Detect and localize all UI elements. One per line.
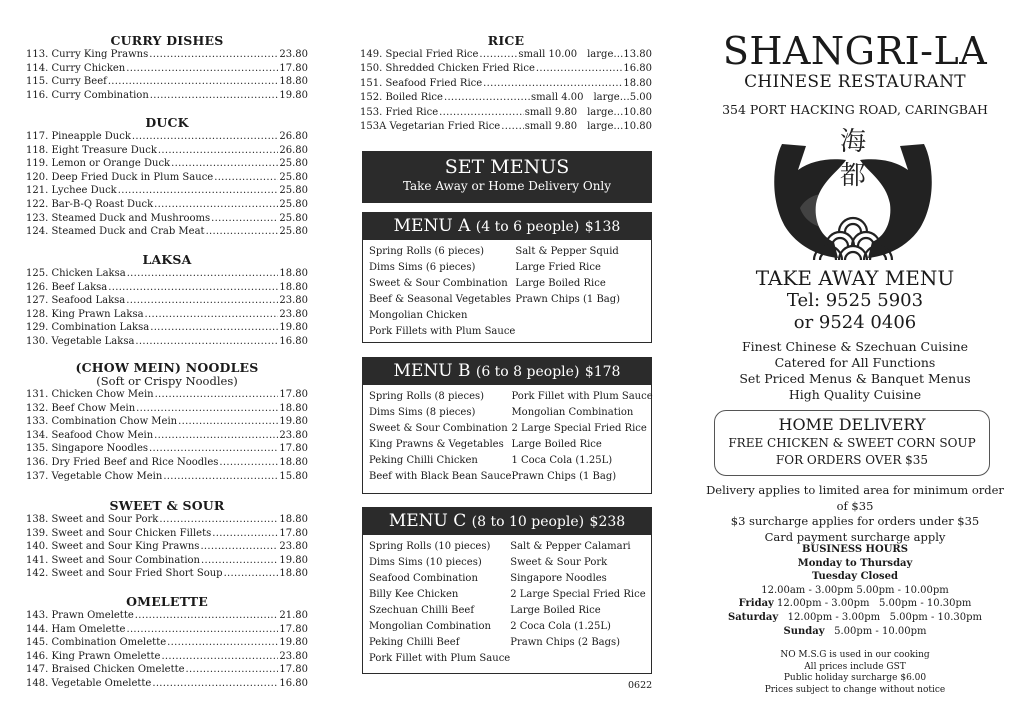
duck-section (26, 115, 308, 239)
item-price-large: 16.80 (623, 63, 652, 75)
item-name: 149. Special Fried Rice (360, 49, 479, 60)
item-price: 18.80 (279, 568, 308, 580)
menu-dish: Dims Sims (10 pieces) (369, 557, 482, 568)
menu-item (360, 120, 652, 134)
footer-note: NO M.S.G is used in our cooking (780, 650, 930, 660)
menu-item (26, 89, 308, 103)
item-price-small: small 4.00 (531, 92, 584, 104)
section-title: CURRY DISHES (110, 33, 224, 48)
menu-items-grid (363, 385, 651, 488)
menu-item (26, 388, 308, 402)
menu-code: 0622 (628, 680, 653, 691)
item-price: 18.80 (279, 76, 308, 88)
item-name: 127. Seafood Laksa (26, 295, 126, 307)
dot-leader (149, 442, 278, 456)
dot-leader (126, 623, 278, 637)
item-name: 128. King Prawn Laksa (26, 308, 144, 320)
dot-leader (444, 91, 530, 105)
menu-item (26, 212, 308, 226)
rice-section (360, 33, 652, 134)
menu-label: MENU C (388, 511, 467, 531)
logo-glyph-top: 海 (839, 127, 867, 157)
item-name: 144. Ham Omelette (26, 623, 126, 635)
menu-item (26, 62, 308, 76)
menu-item (26, 48, 308, 62)
item-price: 19.80 (279, 554, 308, 566)
feature-line: High Quality Cuisine (788, 387, 922, 402)
home-delivery-box (714, 410, 990, 476)
item-price: 17.80 (279, 389, 308, 400)
menu-dish: 1 Coca Cola (1.25L) (511, 455, 613, 466)
footer-note: Public holiday surcharge $6.00 (783, 673, 927, 683)
menu-dish: Mongolian Chicken (369, 310, 468, 321)
dot-leader (163, 470, 278, 484)
phone-primary: Tel: 9525 5903 (786, 290, 924, 311)
menu-price: $238 (589, 514, 626, 530)
menu-dish: Seafood Combination (369, 573, 478, 584)
item-name: 118. Eight Treasure Duck (26, 144, 157, 156)
menu-item (26, 144, 308, 158)
item-price: 25.80 (279, 158, 308, 170)
menu-item (26, 281, 308, 295)
item-price-small: small 9.80 (524, 106, 578, 118)
menu-dish (510, 651, 647, 667)
item-name: 136. Dry Fried Beef and Rice Noodles (26, 456, 219, 468)
dot-leader (135, 335, 278, 349)
dot-leader (152, 677, 278, 691)
dot-leader (206, 225, 279, 239)
menu-item (26, 623, 308, 637)
item-price-large: 18.80 (623, 77, 652, 89)
menu-item (26, 267, 308, 281)
menu-dish: Salt & Pepper Squid (515, 246, 619, 257)
item-price: 17.80 (279, 62, 308, 74)
item-price: 23.80 (279, 295, 308, 307)
hours-saturday (700, 611, 1010, 625)
item-name: 129. Combination Laksa (26, 322, 150, 334)
item-price: 18.80 (279, 402, 308, 414)
item-name: 114. Curry Chicken (26, 62, 126, 74)
item-price: 15.80 (279, 470, 308, 482)
dot-leader (155, 388, 279, 402)
item-name: 145. Combination Omelette (26, 637, 167, 649)
menu-dish: 2 Coca Cola (1.25L) (510, 621, 611, 632)
item-price-small: small 10.00 (518, 49, 578, 60)
delivery-note: Delivery applies to limited area for minimum order of $35 (706, 483, 1004, 513)
item-price: 23.80 (279, 650, 308, 662)
dot-leader (211, 212, 278, 226)
menu-item (360, 106, 652, 120)
menu-people: (6 to 8 people) (475, 364, 580, 380)
section-title: LAKSA (142, 252, 192, 267)
menu-item (26, 456, 308, 470)
item-name: 132. Beef Chow Mein (26, 402, 136, 414)
menu-item (360, 91, 652, 105)
hours-friday (700, 597, 1010, 611)
dot-leader (145, 308, 279, 322)
home-delivery-title: HOME DELIVERY (778, 415, 926, 434)
dot-leader (536, 62, 622, 76)
menu-item (26, 567, 308, 581)
item-price: 19.80 (279, 89, 308, 101)
item-name: 135. Singapore Noodles (26, 443, 149, 455)
item-price: 26.80 (279, 144, 308, 156)
phone-secondary: or 9524 0406 (793, 312, 917, 333)
menu-dish: Billy Kee Chicken (369, 589, 459, 600)
dot-leader (501, 120, 523, 134)
menu-dish: Beef & Seasonal Vegetables (369, 294, 511, 305)
menu-dish: Singapore Noodles (510, 573, 607, 584)
spacer (577, 106, 587, 120)
menu-dish: Large Boiled Rice (511, 439, 602, 450)
dot-leader (212, 527, 278, 541)
item-name: 121. Lychee Duck (26, 185, 117, 197)
dot-leader (186, 663, 279, 677)
day-times: 5.00pm - 10.00pm (824, 625, 927, 637)
day-times: 12.00pm - 3.00pm 5.00pm - 10.30pm (778, 611, 983, 623)
item-price: 19.80 (279, 322, 308, 334)
menu-dish: Spring Rolls (10 pieces) (369, 541, 491, 552)
section-title: (CHOW MEIN) NOODLES (75, 360, 259, 375)
menu-price: $138 (584, 219, 621, 235)
menu-dish: Peking Chilli Beef (369, 637, 460, 648)
dot-leader (126, 62, 278, 76)
dot-leader (167, 636, 278, 650)
menu-dish: Peking Chilli Chicken (369, 455, 478, 466)
menu-item (26, 513, 308, 527)
dot-leader (219, 456, 278, 470)
menu-item (26, 308, 308, 322)
menu-dish: Mongolian Combination (369, 621, 491, 632)
item-price: 26.80 (279, 131, 308, 142)
menu-label: MENU A (393, 216, 471, 236)
set-menus-title: SET MENUS (444, 156, 570, 178)
hours-tuesday: Tuesday Closed (812, 571, 898, 583)
item-price: 19.80 (279, 637, 308, 649)
menu-dish: Mongolian Combination (511, 407, 634, 418)
menu-dish: Beef with Black Bean Sauce (369, 471, 512, 482)
restaurant-address: 354 PORT HACKING ROAD, CARINGBAH (722, 102, 988, 117)
item-price: 17.80 (279, 527, 308, 539)
item-price: 21.80 (279, 610, 308, 621)
item-name: 141. Sweet and Sour Combination (26, 554, 200, 566)
section-title: OMELETTE (126, 594, 208, 609)
item-name: 134. Seafood Chow Mein (26, 429, 154, 441)
dot-leader (154, 198, 278, 212)
item-name: 115. Curry Beef (26, 76, 107, 88)
dot-leader (178, 415, 278, 429)
item-name: 124. Steamed Duck and Crab Meat (26, 226, 205, 238)
item-price: 23.80 (279, 429, 308, 441)
item-price: 18.80 (279, 281, 308, 293)
home-delivery-line: FOR ORDERS OVER $35 (775, 453, 929, 467)
menu-dish: Sweet & Sour Combination (369, 278, 508, 289)
dot-leader (158, 144, 278, 158)
menu-dish: Sweet & Sour Combination (369, 423, 508, 434)
menu-item (26, 429, 308, 443)
dot-leader (224, 567, 279, 581)
menu-dish: Pork Fillet with Plum Sauce (511, 391, 653, 402)
item-price: 17.80 (279, 664, 308, 676)
menu-dish: 2 Large Special Fried Rice (511, 423, 647, 434)
menu-dish: 2 Large Special Fried Rice (510, 589, 646, 600)
item-name: 119. Lemon or Orange Duck (26, 158, 171, 170)
hours-title: BUSINESS HOURS (802, 544, 908, 555)
menu-b-box (362, 357, 652, 494)
menu-item (26, 609, 308, 623)
menu-item (26, 130, 308, 144)
dot-leader (171, 157, 278, 171)
takeaway-title: TAKE AWAY MENU (755, 266, 955, 290)
menu-dish: Large Fried Rice (515, 262, 601, 273)
spacer (583, 91, 593, 105)
item-price-small: small 9.80 (524, 121, 578, 133)
item-name: 152. Boiled Rice (360, 92, 443, 104)
menu-a-box (362, 212, 652, 343)
item-name: 133. Combination Chow Mein (26, 416, 178, 428)
dot-leader (126, 294, 278, 308)
item-price: 25.80 (279, 171, 308, 183)
item-name: 122. Bar-B-Q Roast Duck (26, 198, 154, 210)
set-menus-banner (362, 151, 652, 203)
business-hours (700, 543, 1010, 638)
item-name: 142. Sweet and Sour Fried Short Soup (26, 568, 223, 580)
section-title: RICE (487, 33, 525, 48)
menu-item (360, 77, 652, 91)
hours-mon-thu-times: 12.00am - 3.00pm 5.00pm - 10.00pm (761, 584, 949, 596)
menu-dish: Dims Sims (8 pieces) (369, 407, 476, 418)
dot-leader (132, 130, 278, 144)
dot-leader (150, 321, 278, 335)
item-name: 137. Vegetable Chow Mein (26, 470, 163, 482)
curry-section (26, 33, 308, 102)
restaurant-logo-icon (768, 124, 938, 264)
item-name: 117. Pineapple Duck (26, 131, 131, 142)
restaurant-subtitle: CHINESE RESTAURANT (744, 72, 966, 92)
menu-dish: Spring Rolls (8 pieces) (369, 391, 485, 402)
menu-item (26, 171, 308, 185)
menu-item (26, 157, 308, 171)
menu-item (26, 677, 308, 691)
menu-dish: Spring Rolls (6 pieces) (369, 246, 485, 257)
footer-note: Prices subject to change without notice (764, 684, 946, 695)
dot-leader (154, 429, 278, 443)
section-subtitle: (Soft or Crispy Noodles) (96, 374, 238, 388)
menu-label: MENU B (393, 361, 471, 381)
day-label: Friday (738, 598, 774, 610)
delivery-notes (700, 483, 1010, 545)
feature-line: Finest Chinese & Szechuan Cuisine (741, 339, 969, 354)
item-price-large: large…10.80 (587, 121, 652, 133)
dot-leader (483, 77, 622, 91)
item-price: 25.80 (279, 212, 308, 224)
menu-dish: Prawn Chips (1 Bag) (511, 471, 617, 482)
menu-heading (363, 508, 651, 535)
feature-line: Catered for All Functions (774, 355, 936, 370)
menu-item (26, 554, 308, 568)
item-name: 139. Sweet and Sour Chicken Fillets (26, 527, 212, 539)
menu-item (26, 321, 308, 335)
item-name: 146. King Prawn Omelette (26, 650, 161, 662)
menu-price: $178 (584, 364, 621, 380)
menu-dish: Large Boiled Rice (515, 278, 606, 289)
item-name: 143. Prawn Omelette (26, 610, 134, 621)
menu-dish: Salt & Pepper Calamari (510, 541, 631, 552)
spacer (577, 120, 587, 134)
dot-leader (150, 89, 279, 103)
item-price: 18.80 (279, 456, 308, 468)
dot-leader (149, 48, 278, 62)
item-name: 147. Braised Chicken Omelette (26, 664, 185, 676)
menu-heading (363, 213, 651, 240)
item-price: 23.80 (279, 541, 308, 553)
item-price: 19.80 (279, 416, 308, 428)
item-price-large: large…10.80 (587, 106, 652, 118)
section-title: SWEET & SOUR (109, 498, 225, 513)
item-price: 25.80 (279, 226, 308, 238)
menu-heading (363, 358, 651, 385)
item-name: 153A Vegetarian Fried Rice (360, 121, 501, 133)
item-name: 130. Vegetable Laksa (26, 335, 135, 347)
delivery-note: Card payment surcharge apply (764, 529, 946, 544)
dot-leader (159, 513, 278, 527)
dot-leader (136, 402, 278, 416)
day-label: Saturday (727, 611, 779, 623)
menu-dish: Large Boiled Rice (510, 605, 601, 616)
menu-item (26, 402, 308, 416)
item-name: 116. Curry Combination (26, 89, 149, 101)
menu-item (360, 48, 652, 62)
item-name: 120. Deep Fried Duck in Plum Sauce (26, 171, 214, 183)
brand-header (700, 0, 1010, 118)
item-price: 23.80 (279, 308, 308, 320)
item-price: 16.80 (279, 335, 308, 347)
item-name: 140. Sweet and Sour King Prawns (26, 541, 200, 553)
spacer (577, 48, 587, 62)
laksa-section (26, 252, 308, 349)
item-name: 126. Beef Laksa (26, 281, 108, 293)
item-name: 131. Chicken Chow Mein (26, 389, 154, 400)
home-delivery-line: FREE CHICKEN & SWEET CORN SOUP (728, 436, 976, 450)
menu-dish: Dims Sims (6 pieces) (369, 262, 476, 273)
dot-leader (439, 106, 524, 120)
menu-dish: Sweet & Sour Pork (510, 557, 608, 568)
menu-items-grid (363, 240, 651, 343)
item-name: 138. Sweet and Sour Pork (26, 514, 159, 525)
menu-dish: Pork Fillet with Plum Sauce (369, 653, 511, 664)
day-times: 12.00pm - 3.00pm 5.00pm - 10.30pm (773, 598, 972, 610)
takeaway-block (700, 266, 1010, 334)
item-name: 148. Vegetable Omelette (26, 677, 152, 689)
section-title: DUCK (145, 115, 189, 130)
item-price-large: large…13.80 (587, 49, 652, 60)
dot-leader (201, 554, 278, 568)
menu-dish: Prawn Chips (1 Bag) (515, 294, 621, 305)
dot-leader (108, 281, 278, 295)
hours-mon-thu: Monday to Thursday (797, 557, 913, 569)
item-price: 25.80 (279, 198, 308, 210)
item-price: 18.80 (279, 514, 308, 525)
menu-item (26, 184, 308, 198)
dot-leader (135, 609, 279, 623)
item-price: 18.80 (279, 268, 308, 279)
dot-leader (479, 48, 517, 62)
menu-item (26, 527, 308, 541)
menu-item (26, 442, 308, 456)
menu-item (26, 540, 308, 554)
restaurant-name: SHANGRI-LA (722, 29, 988, 73)
item-price: 25.80 (279, 185, 308, 197)
item-price: 17.80 (279, 623, 308, 635)
set-menus-subtitle: Take Away or Home Delivery Only (402, 179, 612, 193)
features-list (700, 339, 1010, 403)
delivery-note: $3 surcharge applies for orders under $35 (730, 514, 980, 528)
menu-c-box (362, 507, 652, 674)
footer-notes (700, 650, 1010, 696)
menu-item (26, 636, 308, 650)
menu-people: (4 to 6 people) (475, 219, 580, 235)
item-price: 16.80 (279, 677, 308, 689)
menu-item (26, 75, 308, 89)
menu-dish (515, 324, 647, 340)
menu-item (26, 663, 308, 677)
item-price: 17.80 (279, 443, 308, 455)
hours-sunday (700, 625, 1010, 639)
item-name: 151. Seafood Fried Rice (360, 77, 483, 89)
dot-leader (108, 75, 279, 89)
menu-item (26, 335, 308, 349)
item-name: 113. Curry King Prawns (26, 49, 149, 60)
menu-item (26, 470, 308, 484)
logo-glyph-bottom: 都 (839, 161, 867, 191)
menu-dish: Prawn Chips (2 Bags) (510, 637, 621, 648)
item-name: 125. Chicken Laksa (26, 268, 126, 279)
menu-dish: King Prawns & Vegetables (369, 439, 504, 450)
item-price: 23.80 (279, 49, 308, 60)
menu-item (26, 294, 308, 308)
menu-people: (8 to 10 people) (471, 514, 585, 530)
item-name: 150. Shredded Chicken Fried Rice (360, 63, 535, 75)
menu-item (26, 650, 308, 664)
noodles-section (26, 360, 308, 483)
dot-leader (200, 540, 278, 554)
menu-dish (515, 308, 647, 324)
menu-dish: Pork Fillets with Plum Sauce (369, 326, 516, 337)
dot-leader (161, 650, 278, 664)
menu-item (26, 415, 308, 429)
dot-leader (214, 171, 278, 185)
footer-note: All prices include GST (804, 661, 906, 672)
menu-items-grid (363, 535, 651, 670)
menu-item (360, 62, 652, 76)
item-name: 123. Steamed Duck and Mushrooms (26, 212, 211, 224)
menu-dish: Szechuan Chilli Beef (369, 605, 475, 616)
menu-item (26, 225, 308, 239)
sweetsour-section (26, 498, 308, 581)
menu-item (26, 198, 308, 212)
item-name: 153. Fried Rice (360, 106, 439, 118)
feature-line: Set Priced Menus & Banquet Menus (739, 371, 971, 386)
omelette-section (26, 594, 308, 691)
day-label: Sunday (783, 625, 825, 637)
dot-leader (127, 267, 279, 281)
dot-leader (118, 184, 279, 198)
item-price-large: large…5.00 (593, 92, 652, 104)
